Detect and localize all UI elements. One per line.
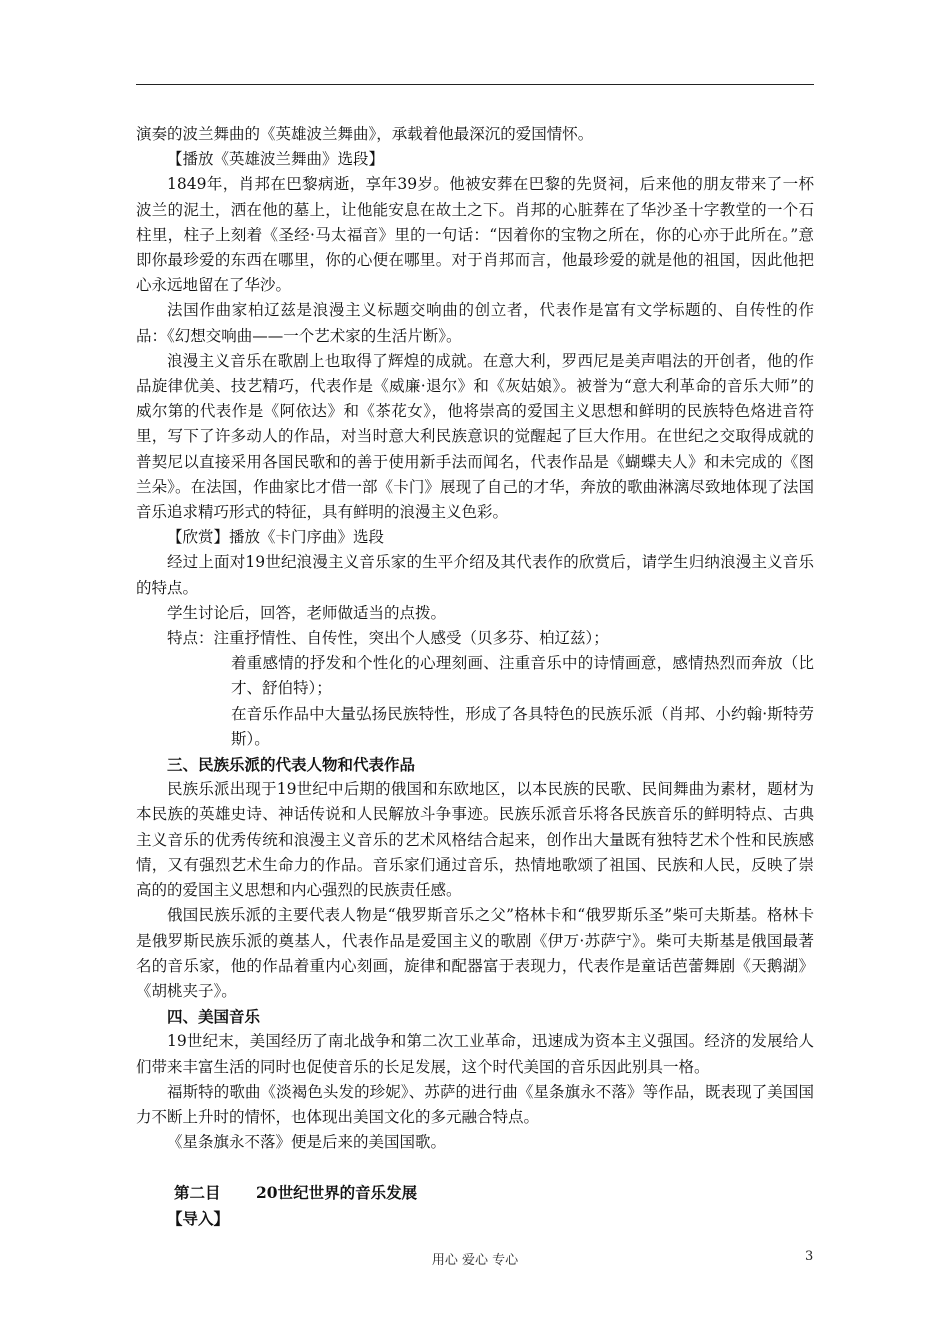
paragraph: 1849年，肖邦在巴黎病逝，享年39岁。他被安葬在巴黎的先贤祠，后来他的朋友带来了一杯波兰的泥土，洒在他的墓上，让他能安息在故土之下。肖邦的心脏葬在了华沙圣十字教堂的一个石柱里，柱子上刻着《圣经·马太福音》里的一句话：“因着你的宝物之所在，你的心亦于此所在。”意即你最珍爱的东西在哪里，你的心便在哪里。对于肖邦而言，他最珍爱的就是他的祖国，因此他把心永远地留在了华沙。 xyxy=(136,175,814,295)
paragraph: 法国作曲家柏辽兹是浪漫主义标题交响曲的创立者，代表作是富有文学标题的、自传性的作品：《幻想交响曲——一个艺术家的生活片断》。 xyxy=(136,301,814,345)
paragraph: 浪漫主义音乐在歌剧上也取得了辉煌的成就。在意大利，罗西尼是美声唱法的开创者，他的作品旋律优美、技艺精巧，代表作是《威廉·退尔》和《灰姑娘》。被誉为“意大利革命的音乐大师”的威尔第的代表作是《阿依达》和《茶花女》，他将崇高的爱国主义思想和鲜明的民族特色烙进音符里，写下了许多动人的作品，对当时意大利民族意识的觉醒起了巨大作用。在世纪之交取得成就的普契尼以直接采用各国民歌和的善于使用新手法而闻名，代表作品是《蝴蝶夫人》和未完成的《图兰朵》。在法国，作曲家比才借一部《卡门》展现了自己的才华，奔放的歌曲淋漓尽致地体现了法国音乐追求精巧形式的特征，具有鲜明的浪漫主义色彩。 xyxy=(136,351,814,522)
header-rule xyxy=(136,84,814,85)
paragraph: 《星条旗永不落》便是后来的美国国歌。 xyxy=(167,1133,447,1152)
paragraph: 演奏的波兰舞曲的《英雄波兰舞曲》，承载着他最深沉的爱国情怀。 xyxy=(136,125,594,143)
chapter-title: 20世纪世界的音乐发展 xyxy=(256,1183,418,1203)
paragraph: 学生讨论后，回答，老师做适当的点拨。 xyxy=(167,603,447,622)
paragraph: 【欣赏】播放《卡门序曲》选段 xyxy=(167,528,385,547)
paragraph: 在音乐作品中大量弘扬民族特性，形成了各具特色的民族乐派（肖邦、小约翰·斯特劳斯）。 xyxy=(231,704,814,748)
paragraph: 【播放《英雄波兰舞曲》选段】 xyxy=(167,150,385,169)
document-body xyxy=(136,122,814,1231)
intro-label: 【导入】 xyxy=(167,1208,230,1228)
paragraph: 福斯特的歌曲《淡褐色头发的珍妮》、苏萨的进行曲《星条旗永不落》等作品，既表现了美国国力不断上升时的情怀，也体现出美国文化的多元融合特点。 xyxy=(136,1082,814,1126)
blank-line xyxy=(136,1155,814,1180)
paragraph: 着重感情的抒发和个性化的心理刻画、注重音乐中的诗情画意，感情热烈而奔放（比才、舒伯特）； xyxy=(231,654,814,698)
paragraph: 民族乐派出现于19世纪中后期的俄国和东欧地区，以本民族的民歌、民间舞曲为素材，题材为本民族的英雄史诗、神话传说和人民解放斗争事迹。民族乐派音乐将各民族音乐的鲜明特点、古典主义音乐的优秀传统和浪漫主义音乐的艺术风格结合起来，创作出大量既有独特艺术个性和民族感情，又有强烈艺术生命力的作品。音乐家们通过音乐，热情地歌颂了祖国、民族和人民，反映了崇高的的爱国主义思想和内心强烈的民族责任感。 xyxy=(136,780,814,900)
paragraph: 俄国民族乐派的主要代表人物是“俄罗斯音乐之父”格林卡和“俄罗斯乐圣”柴可夫斯基。格林卡是俄罗斯民族乐派的奠基人，代表作品是爱国主义的歌剧《伊万·苏萨宁》。柴可夫斯基是俄国最著名的音乐家，他的作品着重内心刻画，旋律和配器富于表现力，代表作是童话芭蕾舞剧《天鹅湖》《胡桃夹子》。 xyxy=(136,906,814,1000)
section-heading: 四、美国音乐 xyxy=(167,1007,261,1027)
paragraph: 特点：注重抒情性、自传性，突出个人感受（贝多芬、柏辽兹）； xyxy=(167,629,609,648)
footer-text: 用心 爱心 专心 xyxy=(431,1253,519,1268)
paragraph: 经过上面对19世纪浪漫主义音乐家的生平介绍及其代表作的欣赏后，请学生归纳浪漫主义音乐的特点。 xyxy=(136,553,814,597)
chapter-number: 第二目 xyxy=(174,1183,221,1203)
section-heading: 三、民族乐派的代表人物和代表作品 xyxy=(167,755,416,775)
chapter-heading xyxy=(136,1180,814,1205)
paragraph: 19世纪末，美国经历了南北战争和第二次工业革命，迅速成为资本主义强国。经济的发展给人们带来丰富生活的同时也促使音乐的长足发展，这个时代美国的音乐因此别具一格。 xyxy=(136,1032,814,1076)
page-number: 3 xyxy=(805,1249,814,1264)
